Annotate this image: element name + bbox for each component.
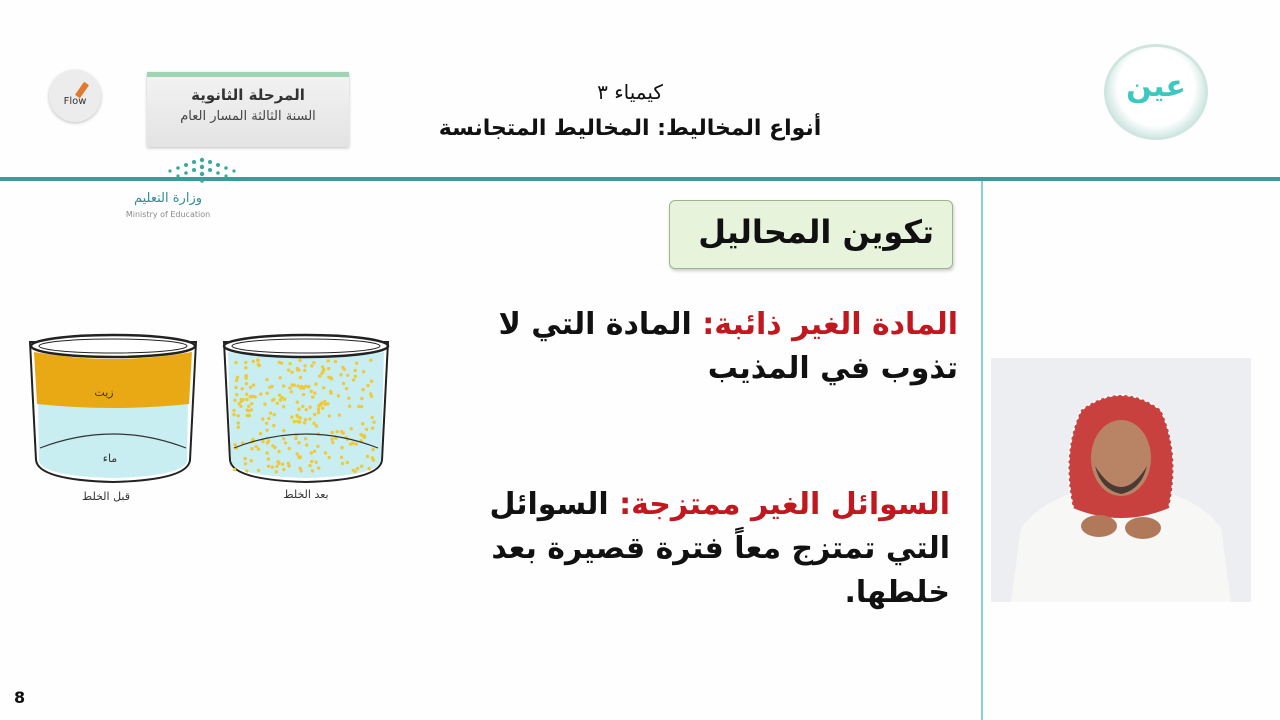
droplet bbox=[337, 394, 340, 397]
droplet bbox=[363, 436, 366, 439]
page-number: 8 bbox=[14, 688, 26, 707]
droplet bbox=[349, 442, 352, 445]
droplet bbox=[243, 457, 246, 460]
droplet bbox=[369, 392, 372, 395]
droplet bbox=[310, 390, 313, 393]
droplet bbox=[236, 376, 239, 379]
droplet bbox=[284, 441, 287, 444]
droplet bbox=[365, 428, 368, 431]
droplet bbox=[361, 422, 364, 425]
droplet bbox=[330, 431, 333, 434]
droplet bbox=[327, 359, 330, 362]
droplet bbox=[328, 414, 331, 417]
droplet bbox=[369, 359, 372, 362]
droplet bbox=[272, 398, 275, 401]
droplet bbox=[346, 374, 349, 377]
presenter-video bbox=[991, 358, 1251, 602]
droplet bbox=[282, 468, 285, 471]
droplet bbox=[305, 408, 308, 411]
droplet bbox=[257, 363, 260, 366]
droplet bbox=[340, 430, 343, 433]
droplet bbox=[282, 405, 285, 408]
droplet bbox=[280, 361, 283, 364]
droplet bbox=[251, 395, 254, 398]
droplet bbox=[265, 422, 268, 425]
droplet bbox=[296, 452, 299, 455]
droplet bbox=[312, 422, 315, 425]
droplet bbox=[294, 437, 297, 440]
droplet bbox=[314, 382, 317, 385]
droplet bbox=[352, 469, 355, 472]
droplet bbox=[302, 386, 305, 389]
droplet bbox=[244, 361, 247, 364]
droplet bbox=[237, 414, 240, 417]
droplet bbox=[345, 387, 348, 390]
droplet bbox=[234, 386, 237, 389]
droplet bbox=[278, 394, 281, 397]
droplet bbox=[296, 401, 299, 404]
definition-text: المادة التي لا تذوب في المذيب bbox=[498, 307, 958, 386]
droplet bbox=[287, 462, 290, 465]
droplet bbox=[321, 365, 324, 368]
presenter-hand-left bbox=[1081, 515, 1117, 537]
droplet bbox=[324, 403, 327, 406]
droplet bbox=[350, 427, 353, 430]
droplet bbox=[372, 421, 375, 424]
droplet bbox=[245, 469, 248, 472]
droplet bbox=[307, 385, 310, 388]
droplet bbox=[311, 469, 314, 472]
droplet bbox=[293, 420, 296, 423]
flow-logo bbox=[49, 70, 101, 122]
droplet bbox=[299, 376, 302, 379]
flow-label: Flow bbox=[63, 96, 87, 107]
droplet bbox=[336, 430, 339, 433]
droplet bbox=[348, 405, 351, 408]
droplet bbox=[235, 393, 238, 396]
droplet bbox=[340, 446, 343, 449]
droplet bbox=[233, 399, 236, 402]
droplet bbox=[302, 393, 305, 396]
droplet bbox=[271, 465, 274, 468]
droplet bbox=[331, 441, 334, 444]
droplet bbox=[356, 467, 359, 470]
droplet bbox=[244, 374, 247, 377]
droplet bbox=[334, 360, 337, 363]
beaker-illustration bbox=[18, 312, 398, 512]
definition-term: السوائل الغير ممتزجة: bbox=[619, 487, 950, 522]
droplet bbox=[340, 456, 343, 459]
droplet bbox=[366, 384, 369, 387]
droplet bbox=[329, 391, 332, 394]
after-caption: بعد الخلط bbox=[283, 488, 329, 501]
droplet bbox=[235, 379, 238, 382]
oil-layer bbox=[34, 352, 192, 408]
droplet bbox=[360, 397, 363, 400]
droplet bbox=[360, 465, 363, 468]
droplet bbox=[245, 393, 248, 396]
droplet bbox=[244, 462, 247, 465]
droplet bbox=[352, 378, 355, 381]
presenter-face bbox=[1091, 420, 1151, 496]
water-layer bbox=[38, 402, 188, 478]
droplet bbox=[257, 469, 260, 472]
droplet bbox=[338, 413, 341, 416]
droplet bbox=[297, 441, 300, 444]
droplet bbox=[324, 451, 327, 454]
droplet bbox=[290, 371, 293, 374]
droplet bbox=[288, 386, 291, 389]
droplet bbox=[267, 417, 270, 420]
droplet bbox=[320, 401, 323, 404]
definition-text: السوائل التي تمتزج معاً فترة قصيرة بعد خلطها. bbox=[489, 487, 950, 610]
droplet bbox=[312, 361, 315, 364]
droplet bbox=[310, 460, 313, 463]
droplet bbox=[232, 413, 235, 416]
droplet bbox=[322, 386, 325, 389]
droplet bbox=[310, 364, 313, 367]
droplet bbox=[366, 455, 369, 458]
droplet bbox=[281, 463, 284, 466]
droplet bbox=[371, 427, 374, 430]
droplet bbox=[268, 386, 271, 389]
droplet bbox=[371, 448, 374, 451]
droplet bbox=[237, 426, 240, 429]
droplet bbox=[359, 433, 362, 436]
droplet bbox=[303, 369, 306, 372]
droplet bbox=[362, 370, 365, 373]
droplet bbox=[330, 377, 333, 380]
droplet bbox=[296, 368, 299, 371]
droplet bbox=[321, 407, 324, 410]
droplet bbox=[299, 416, 302, 419]
droplet bbox=[341, 462, 344, 465]
droplet bbox=[304, 437, 307, 440]
droplet bbox=[317, 466, 320, 469]
droplet bbox=[277, 450, 280, 453]
droplet bbox=[343, 368, 346, 371]
droplet bbox=[275, 465, 278, 468]
droplet bbox=[308, 406, 311, 409]
droplet bbox=[317, 408, 320, 411]
droplet bbox=[339, 373, 342, 376]
droplet bbox=[250, 459, 253, 462]
droplet bbox=[250, 402, 253, 405]
definition-insoluble bbox=[418, 303, 958, 391]
droplet bbox=[240, 398, 243, 401]
droplet bbox=[267, 465, 270, 468]
droplet bbox=[355, 442, 358, 445]
droplet bbox=[265, 378, 268, 381]
droplet bbox=[277, 462, 280, 465]
stage-label: المرحلة الثانوية bbox=[191, 86, 305, 104]
definition-term: المادة الغير ذائبة: bbox=[702, 307, 958, 342]
droplet bbox=[317, 411, 320, 414]
droplet bbox=[303, 421, 306, 424]
droplet bbox=[313, 450, 316, 453]
droplet bbox=[298, 359, 301, 362]
droplet bbox=[267, 439, 270, 442]
droplet bbox=[300, 469, 303, 472]
definition-immiscible bbox=[430, 483, 950, 615]
droplet bbox=[299, 386, 302, 389]
droplet bbox=[275, 470, 278, 473]
droplet bbox=[237, 421, 240, 424]
droplet bbox=[318, 374, 321, 377]
droplet bbox=[252, 360, 255, 363]
droplet bbox=[323, 400, 326, 403]
droplet bbox=[371, 416, 374, 419]
ministry-name-ar: وزارة التعليم bbox=[133, 191, 203, 206]
droplet bbox=[313, 391, 316, 394]
content-divider bbox=[981, 181, 983, 720]
droplet bbox=[370, 380, 373, 383]
droplet bbox=[308, 464, 311, 467]
droplet bbox=[315, 424, 318, 427]
droplet bbox=[257, 447, 260, 450]
droplet bbox=[232, 409, 235, 412]
droplet bbox=[267, 457, 270, 460]
ministry-emblem-icon bbox=[156, 156, 248, 184]
droplet bbox=[247, 405, 250, 408]
droplet bbox=[249, 386, 252, 389]
droplet bbox=[234, 443, 237, 446]
water-label: ماء bbox=[102, 452, 118, 465]
droplet bbox=[276, 402, 279, 405]
droplet bbox=[327, 367, 330, 370]
droplet bbox=[357, 405, 360, 408]
presenter-hand-right bbox=[1125, 517, 1161, 539]
droplet bbox=[237, 402, 240, 405]
droplet bbox=[244, 366, 247, 369]
droplet bbox=[252, 383, 255, 386]
slide-title: تكوين المحاليل bbox=[698, 213, 934, 251]
beaker-after bbox=[224, 335, 388, 482]
droplet bbox=[256, 359, 259, 362]
oil-label: زيت bbox=[94, 386, 114, 399]
droplet bbox=[272, 424, 275, 427]
droplet bbox=[296, 420, 299, 423]
year-track-label: السنة الثالثة المسار العام bbox=[180, 109, 316, 124]
droplet bbox=[297, 384, 300, 387]
droplet bbox=[233, 468, 236, 471]
droplet bbox=[347, 397, 350, 400]
droplet bbox=[313, 413, 316, 416]
droplet bbox=[234, 361, 237, 364]
droplet bbox=[282, 429, 285, 432]
droplet bbox=[250, 447, 253, 450]
droplet bbox=[316, 445, 319, 448]
droplet bbox=[342, 382, 345, 385]
droplet bbox=[354, 375, 357, 378]
droplet bbox=[259, 432, 262, 435]
droplet bbox=[246, 408, 249, 411]
droplet bbox=[246, 414, 249, 417]
droplet bbox=[305, 443, 308, 446]
droplet bbox=[282, 437, 285, 440]
droplet bbox=[259, 392, 262, 395]
droplet bbox=[269, 411, 272, 414]
droplet bbox=[308, 417, 311, 420]
droplet bbox=[330, 438, 333, 441]
droplet bbox=[293, 384, 296, 387]
droplet bbox=[261, 417, 264, 420]
droplet bbox=[327, 456, 330, 459]
droplet bbox=[361, 388, 364, 391]
droplet bbox=[303, 364, 306, 367]
droplet bbox=[353, 369, 356, 372]
channel-logo bbox=[1107, 47, 1205, 137]
slide-title-box bbox=[669, 200, 953, 269]
droplet bbox=[287, 368, 290, 371]
droplet bbox=[265, 451, 268, 454]
channel-logo-text: عين bbox=[1126, 69, 1186, 104]
droplet bbox=[251, 438, 254, 441]
subject-title: كيمياء ٣ bbox=[597, 80, 663, 104]
droplet bbox=[295, 414, 298, 417]
before-caption: قبل الخلط bbox=[82, 490, 130, 503]
droplet bbox=[310, 451, 313, 454]
droplet bbox=[290, 415, 293, 418]
droplet bbox=[265, 429, 268, 432]
droplet bbox=[290, 390, 293, 393]
droplet bbox=[241, 387, 244, 390]
lesson-title: أنواع المخاليط: المخاليط المتجانسة bbox=[438, 116, 822, 141]
droplet bbox=[245, 382, 248, 385]
droplet bbox=[279, 376, 282, 379]
ministry-name-en: Ministry of Education bbox=[125, 210, 211, 219]
droplet bbox=[355, 362, 358, 365]
droplet bbox=[301, 405, 304, 408]
ministry-logo bbox=[108, 154, 228, 226]
droplet bbox=[261, 440, 264, 443]
droplet bbox=[266, 392, 269, 395]
droplet bbox=[314, 461, 317, 464]
droplet bbox=[288, 447, 291, 450]
droplet bbox=[271, 444, 274, 447]
droplet bbox=[289, 362, 292, 365]
droplet bbox=[299, 455, 302, 458]
droplet bbox=[311, 395, 314, 398]
stage-card bbox=[147, 72, 349, 147]
droplet bbox=[282, 384, 285, 387]
droplet bbox=[245, 398, 248, 401]
droplet bbox=[372, 458, 375, 461]
droplet bbox=[346, 461, 349, 464]
droplet bbox=[280, 396, 283, 399]
droplet bbox=[368, 467, 371, 470]
droplet bbox=[304, 418, 307, 421]
droplet bbox=[297, 408, 300, 411]
droplet bbox=[254, 445, 257, 448]
droplet bbox=[263, 402, 266, 405]
droplet bbox=[273, 413, 276, 416]
droplet bbox=[320, 372, 323, 375]
